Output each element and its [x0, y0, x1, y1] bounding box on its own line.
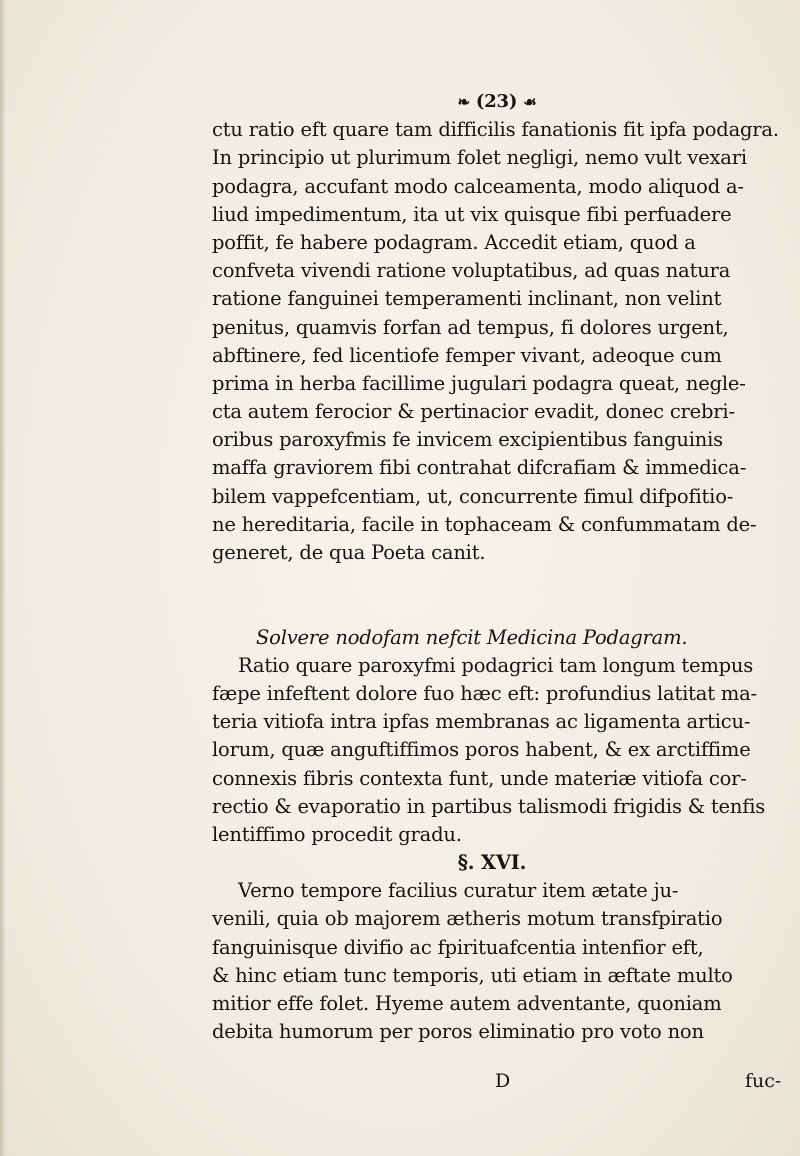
text-line: Ratio quare paroxyfmi podagrici tam longum tempus: [238, 653, 754, 677]
catchword: fuc-: [745, 1070, 782, 1092]
text-line: fæpe infeftent dolore fuo hæc eft: profundius latitat ma-: [212, 681, 757, 705]
text-line: confveta vivendi ratione voluptatibus, ad quas natura: [212, 259, 731, 283]
text-line: connexis fibris contexta funt, unde materiæ vitiofa cor-: [212, 766, 747, 790]
ornament-left-icon: ❧: [457, 93, 470, 111]
ornament-right-icon: ☙: [523, 93, 537, 111]
text-line: fanguinisque divifio ac fpirituafcentia intenfior eft,: [212, 935, 704, 959]
text-line: penitus, quamvis forfan ad tempus, fi dolores urgent,: [212, 315, 729, 339]
text-line: In principio ut plurimum folet negligi, nemo vult vexari: [212, 146, 747, 170]
text-line: mitior effe folet. Hyeme autem adventante, quoniam: [212, 992, 722, 1015]
page-edge-shadow: [0, 0, 6, 1156]
text-line: oribus paroxyfmis fe invicem excipientibus fanguinis: [212, 428, 723, 452]
page-number: (23): [475, 91, 518, 112]
text-line: ctu ratio eft quare tam difficilis fanationis fit ipfa podagra.: [212, 118, 779, 142]
text-line: rectio & evaporatio in partibus talismodi frigidis & tenfis: [212, 794, 766, 818]
text-line: prima in herba facillime jugulari podagra queat, negle-: [212, 371, 746, 395]
text-line: [212, 595, 772, 623]
text-line: podagra, accufant modo calceamenta, modo aliquod a-: [212, 174, 744, 198]
text-line: ratione fanguinei temperamenti inclinant, non velint: [212, 287, 722, 311]
quotation-line: Solvere nodofam nefcit Medicina Podagram.: [256, 625, 688, 649]
text-line: debita humorum per poros eliminatio pro voto non: [212, 1020, 704, 1044]
page-header: [212, 88, 772, 116]
text-line: Verno tempore facilius curatur item ætate ju-: [238, 879, 679, 903]
text-line: [212, 567, 772, 595]
text-line: poffit, fe habere podagram. Accedit etiam, quod a: [212, 230, 696, 254]
text-line: generet, de qua Poeta canit.: [212, 541, 486, 564]
signature-mark: D: [495, 1070, 511, 1092]
text-line: lorum, quæ anguftiffimos poros habent, & ex arctiffime: [212, 738, 751, 762]
text-line: lentiffimo procedit gradu.: [212, 822, 462, 846]
text-line: abftinere, fed licentiofe femper vivant, adeoque cum: [212, 343, 722, 367]
text-line: bilem vappefcentiam, ut, concurrente fimul difpofitio-: [212, 484, 734, 508]
page-text-block: [212, 88, 779, 1075]
text-line: & hinc etiam tunc temporis, uti etiam in æftate multo: [212, 963, 733, 987]
text-line: maffa graviorem fibi contrahat difcrafiam & immedica-: [212, 456, 747, 480]
text-line: teria vitiofa intra ipfas membranas ac ligamenta articu-: [212, 710, 751, 734]
text-line: [212, 1046, 772, 1074]
text-line: liud impedimentum, ita ut vix quisque fibi perfuadere: [212, 202, 732, 226]
section-heading: §. XVI.: [457, 851, 527, 875]
text-line: venili, quia ob majorem ætheris motum transfpiratio: [212, 907, 723, 931]
text-line: cta autem ferocior & pertinacior evadit, donec crebri-: [212, 400, 735, 424]
text-line: ne hereditaria, facile in tophaceam & confummatam de-: [212, 512, 757, 536]
